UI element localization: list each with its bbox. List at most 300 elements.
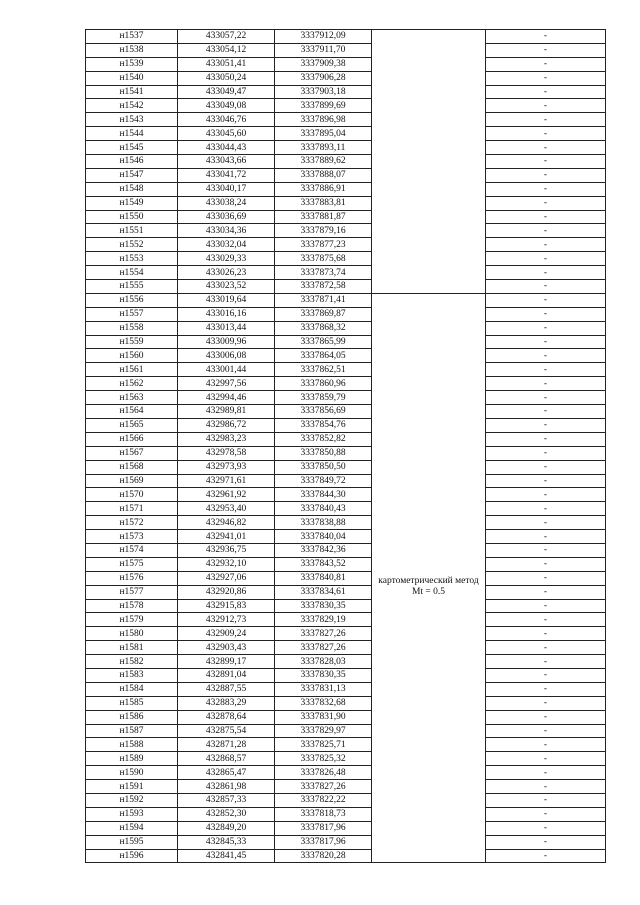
accuracy-cell: - bbox=[486, 127, 606, 141]
point-id-cell: н1555 bbox=[86, 280, 178, 294]
x-coordinate-cell: 433023,52 bbox=[178, 280, 275, 294]
accuracy-cell: - bbox=[486, 655, 606, 669]
table-row bbox=[86, 488, 606, 502]
y-coordinate-cell: 3337873,74 bbox=[275, 266, 372, 280]
y-coordinate-cell: 3337850,50 bbox=[275, 460, 372, 474]
point-id-cell: н1589 bbox=[86, 752, 178, 766]
x-coordinate-cell: 432875,54 bbox=[178, 724, 275, 738]
point-id-cell: н1591 bbox=[86, 780, 178, 794]
table-row bbox=[86, 710, 606, 724]
table-row bbox=[86, 668, 606, 682]
y-coordinate-cell: 3337879,16 bbox=[275, 224, 372, 238]
point-id-cell: н1571 bbox=[86, 502, 178, 516]
accuracy-cell: - bbox=[486, 724, 606, 738]
table-row bbox=[86, 210, 606, 224]
point-id-cell: н1578 bbox=[86, 599, 178, 613]
coordinates-table bbox=[85, 29, 606, 863]
accuracy-cell: - bbox=[486, 599, 606, 613]
point-id-cell: н1586 bbox=[86, 710, 178, 724]
x-coordinate-cell: 432887,55 bbox=[178, 682, 275, 696]
y-coordinate-cell: 3337860,96 bbox=[275, 377, 372, 391]
x-coordinate-cell: 432986,72 bbox=[178, 418, 275, 432]
accuracy-cell: - bbox=[486, 821, 606, 835]
y-coordinate-cell: 3337843,52 bbox=[275, 557, 372, 571]
point-id-cell: н1551 bbox=[86, 224, 178, 238]
table-row bbox=[86, 752, 606, 766]
accuracy-cell: - bbox=[486, 210, 606, 224]
point-id-cell: н1587 bbox=[86, 724, 178, 738]
point-id-cell: н1553 bbox=[86, 252, 178, 266]
x-coordinate-cell: 433051,41 bbox=[178, 57, 275, 71]
x-coordinate-cell: 433013,44 bbox=[178, 321, 275, 335]
table-row bbox=[86, 835, 606, 849]
point-id-cell: н1552 bbox=[86, 238, 178, 252]
x-coordinate-cell: 433032,04 bbox=[178, 238, 275, 252]
x-coordinate-cell: 432953,40 bbox=[178, 502, 275, 516]
table-row bbox=[86, 405, 606, 419]
point-id-cell: н1568 bbox=[86, 460, 178, 474]
accuracy-cell: - bbox=[486, 30, 606, 44]
point-id-cell: н1556 bbox=[86, 293, 178, 307]
table-row bbox=[86, 530, 606, 544]
point-id-cell: н1538 bbox=[86, 43, 178, 57]
point-id-cell: н1577 bbox=[86, 585, 178, 599]
accuracy-cell: - bbox=[486, 307, 606, 321]
accuracy-cell: - bbox=[486, 835, 606, 849]
point-id-cell: н1566 bbox=[86, 432, 178, 446]
accuracy-cell: - bbox=[486, 85, 606, 99]
accuracy-cell: - bbox=[486, 405, 606, 419]
table-row bbox=[86, 252, 606, 266]
accuracy-cell: - bbox=[486, 488, 606, 502]
accuracy-cell: - bbox=[486, 474, 606, 488]
table-row bbox=[86, 363, 606, 377]
table-row bbox=[86, 557, 606, 571]
table-row bbox=[86, 349, 606, 363]
point-id-cell: н1576 bbox=[86, 571, 178, 585]
point-id-cell: н1596 bbox=[86, 849, 178, 863]
x-coordinate-cell: 433001,44 bbox=[178, 363, 275, 377]
x-coordinate-cell: 433029,33 bbox=[178, 252, 275, 266]
y-coordinate-cell: 3337831,90 bbox=[275, 710, 372, 724]
table-row bbox=[86, 224, 606, 238]
accuracy-cell: - bbox=[486, 502, 606, 516]
x-coordinate-cell: 433034,36 bbox=[178, 224, 275, 238]
y-coordinate-cell: 3337817,96 bbox=[275, 821, 372, 835]
table-row bbox=[86, 85, 606, 99]
point-id-cell: н1588 bbox=[86, 738, 178, 752]
point-id-cell: н1592 bbox=[86, 793, 178, 807]
point-id-cell: н1594 bbox=[86, 821, 178, 835]
accuracy-cell: - bbox=[486, 71, 606, 85]
x-coordinate-cell: 433016,16 bbox=[178, 307, 275, 321]
y-coordinate-cell: 3337868,32 bbox=[275, 321, 372, 335]
x-coordinate-cell: 432871,28 bbox=[178, 738, 275, 752]
table-row bbox=[86, 321, 606, 335]
accuracy-cell: - bbox=[486, 571, 606, 585]
x-coordinate-cell: 433049,47 bbox=[178, 85, 275, 99]
point-id-cell: н1595 bbox=[86, 835, 178, 849]
y-coordinate-cell: 3337825,71 bbox=[275, 738, 372, 752]
x-coordinate-cell: 433050,24 bbox=[178, 71, 275, 85]
accuracy-cell: - bbox=[486, 43, 606, 57]
y-coordinate-cell: 3337872,58 bbox=[275, 280, 372, 294]
x-coordinate-cell: 433038,24 bbox=[178, 196, 275, 210]
y-coordinate-cell: 3337881,87 bbox=[275, 210, 372, 224]
y-coordinate-cell: 3337903,18 bbox=[275, 85, 372, 99]
x-coordinate-cell: 432997,56 bbox=[178, 377, 275, 391]
table-row bbox=[86, 391, 606, 405]
point-id-cell: н1563 bbox=[86, 391, 178, 405]
point-id-cell: н1570 bbox=[86, 488, 178, 502]
y-coordinate-cell: 3337854,76 bbox=[275, 418, 372, 432]
table-row bbox=[86, 474, 606, 488]
accuracy-cell: - bbox=[486, 710, 606, 724]
accuracy-cell: - bbox=[486, 585, 606, 599]
accuracy-cell: - bbox=[486, 182, 606, 196]
y-coordinate-cell: 3337883,81 bbox=[275, 196, 372, 210]
x-coordinate-cell: 432849,20 bbox=[178, 821, 275, 835]
y-coordinate-cell: 3337822,22 bbox=[275, 793, 372, 807]
table-row bbox=[86, 543, 606, 557]
y-coordinate-cell: 3337844,30 bbox=[275, 488, 372, 502]
table-row bbox=[86, 293, 606, 307]
table-row bbox=[86, 335, 606, 349]
x-coordinate-cell: 432878,64 bbox=[178, 710, 275, 724]
accuracy-cell: - bbox=[486, 766, 606, 780]
table-row bbox=[86, 460, 606, 474]
point-id-cell: н1539 bbox=[86, 57, 178, 71]
table-row bbox=[86, 238, 606, 252]
coordinates-table-body bbox=[86, 30, 606, 863]
accuracy-cell: - bbox=[486, 418, 606, 432]
y-coordinate-cell: 3337856,69 bbox=[275, 405, 372, 419]
table-row bbox=[86, 113, 606, 127]
accuracy-cell: - bbox=[486, 363, 606, 377]
y-coordinate-cell: 3337909,38 bbox=[275, 57, 372, 71]
accuracy-cell: - bbox=[486, 349, 606, 363]
point-id-cell: н1582 bbox=[86, 655, 178, 669]
table-row bbox=[86, 655, 606, 669]
table-row bbox=[86, 516, 606, 530]
table-row bbox=[86, 307, 606, 321]
accuracy-cell: - bbox=[486, 224, 606, 238]
y-coordinate-cell: 3337865,99 bbox=[275, 335, 372, 349]
y-coordinate-cell: 3337834,61 bbox=[275, 585, 372, 599]
x-coordinate-cell: 433046,76 bbox=[178, 113, 275, 127]
method-cell-empty bbox=[372, 30, 486, 294]
point-id-cell: н1554 bbox=[86, 266, 178, 280]
x-coordinate-cell: 433045,60 bbox=[178, 127, 275, 141]
table-row bbox=[86, 849, 606, 863]
x-coordinate-cell: 432971,61 bbox=[178, 474, 275, 488]
y-coordinate-cell: 3337825,32 bbox=[275, 752, 372, 766]
table-row bbox=[86, 196, 606, 210]
y-coordinate-cell: 3337869,87 bbox=[275, 307, 372, 321]
y-coordinate-cell: 3337862,51 bbox=[275, 363, 372, 377]
x-coordinate-cell: 432936,75 bbox=[178, 543, 275, 557]
y-coordinate-cell: 3337889,62 bbox=[275, 155, 372, 169]
y-coordinate-cell: 3337830,35 bbox=[275, 668, 372, 682]
table-row bbox=[86, 446, 606, 460]
x-coordinate-cell: 432989,81 bbox=[178, 405, 275, 419]
accuracy-cell: - bbox=[486, 57, 606, 71]
point-id-cell: н1590 bbox=[86, 766, 178, 780]
accuracy-cell: - bbox=[486, 557, 606, 571]
point-id-cell: н1546 bbox=[86, 155, 178, 169]
x-coordinate-cell: 432912,73 bbox=[178, 613, 275, 627]
y-coordinate-cell: 3337888,07 bbox=[275, 168, 372, 182]
method-cell: картометрический метод Mt = 0.5 bbox=[372, 293, 486, 863]
accuracy-cell: - bbox=[486, 516, 606, 530]
y-coordinate-cell: 3337849,72 bbox=[275, 474, 372, 488]
table-row bbox=[86, 682, 606, 696]
x-coordinate-cell: 433019,64 bbox=[178, 293, 275, 307]
accuracy-cell: - bbox=[486, 682, 606, 696]
y-coordinate-cell: 3337829,19 bbox=[275, 613, 372, 627]
y-coordinate-cell: 3337827,26 bbox=[275, 641, 372, 655]
table-row bbox=[86, 57, 606, 71]
accuracy-cell: - bbox=[486, 266, 606, 280]
table-row bbox=[86, 168, 606, 182]
x-coordinate-cell: 433054,12 bbox=[178, 43, 275, 57]
x-coordinate-cell: 432983,23 bbox=[178, 432, 275, 446]
x-coordinate-cell: 433057,22 bbox=[178, 30, 275, 44]
table-row bbox=[86, 599, 606, 613]
x-coordinate-cell: 432927,06 bbox=[178, 571, 275, 585]
accuracy-cell: - bbox=[486, 432, 606, 446]
x-coordinate-cell: 432920,86 bbox=[178, 585, 275, 599]
table-row bbox=[86, 155, 606, 169]
table-row bbox=[86, 627, 606, 641]
table-row bbox=[86, 585, 606, 599]
x-coordinate-cell: 432903,43 bbox=[178, 641, 275, 655]
table-row bbox=[86, 266, 606, 280]
x-coordinate-cell: 432857,33 bbox=[178, 793, 275, 807]
point-id-cell: н1541 bbox=[86, 85, 178, 99]
accuracy-cell: - bbox=[486, 391, 606, 405]
x-coordinate-cell: 433040,17 bbox=[178, 182, 275, 196]
x-coordinate-cell: 432973,93 bbox=[178, 460, 275, 474]
x-coordinate-cell: 432899,17 bbox=[178, 655, 275, 669]
point-id-cell: н1549 bbox=[86, 196, 178, 210]
table-row bbox=[86, 766, 606, 780]
y-coordinate-cell: 3337896,98 bbox=[275, 113, 372, 127]
x-coordinate-cell: 432932,10 bbox=[178, 557, 275, 571]
y-coordinate-cell: 3337840,43 bbox=[275, 502, 372, 516]
x-coordinate-cell: 433049,08 bbox=[178, 99, 275, 113]
accuracy-cell: - bbox=[486, 321, 606, 335]
y-coordinate-cell: 3337838,88 bbox=[275, 516, 372, 530]
table-row bbox=[86, 613, 606, 627]
point-id-cell: н1540 bbox=[86, 71, 178, 85]
y-coordinate-cell: 3337859,79 bbox=[275, 391, 372, 405]
table-row bbox=[86, 780, 606, 794]
x-coordinate-cell: 432946,82 bbox=[178, 516, 275, 530]
y-coordinate-cell: 3337842,36 bbox=[275, 543, 372, 557]
table-row bbox=[86, 418, 606, 432]
point-id-cell: н1542 bbox=[86, 99, 178, 113]
point-id-cell: н1560 bbox=[86, 349, 178, 363]
point-id-cell: н1572 bbox=[86, 516, 178, 530]
y-coordinate-cell: 3337893,11 bbox=[275, 141, 372, 155]
x-coordinate-cell: 433044,43 bbox=[178, 141, 275, 155]
x-coordinate-cell: 432845,33 bbox=[178, 835, 275, 849]
y-coordinate-cell: 3337850,88 bbox=[275, 446, 372, 460]
table-row bbox=[86, 71, 606, 85]
x-coordinate-cell: 432852,30 bbox=[178, 807, 275, 821]
accuracy-cell: - bbox=[486, 168, 606, 182]
y-coordinate-cell: 3337875,68 bbox=[275, 252, 372, 266]
point-id-cell: н1550 bbox=[86, 210, 178, 224]
accuracy-cell: - bbox=[486, 280, 606, 294]
point-id-cell: н1584 bbox=[86, 682, 178, 696]
accuracy-cell: - bbox=[486, 780, 606, 794]
table-row bbox=[86, 821, 606, 835]
x-coordinate-cell: 432915,83 bbox=[178, 599, 275, 613]
point-id-cell: н1544 bbox=[86, 127, 178, 141]
table-row bbox=[86, 377, 606, 391]
accuracy-cell: - bbox=[486, 113, 606, 127]
x-coordinate-cell: 433006,08 bbox=[178, 349, 275, 363]
table-row bbox=[86, 738, 606, 752]
x-coordinate-cell: 432891,04 bbox=[178, 668, 275, 682]
accuracy-cell: - bbox=[486, 668, 606, 682]
accuracy-cell: - bbox=[486, 155, 606, 169]
y-coordinate-cell: 3337906,28 bbox=[275, 71, 372, 85]
point-id-cell: н1585 bbox=[86, 696, 178, 710]
accuracy-cell: - bbox=[486, 530, 606, 544]
x-coordinate-cell: 433026,23 bbox=[178, 266, 275, 280]
table-row bbox=[86, 432, 606, 446]
point-id-cell: н1581 bbox=[86, 641, 178, 655]
point-id-cell: н1583 bbox=[86, 668, 178, 682]
table-row bbox=[86, 280, 606, 294]
point-id-cell: н1580 bbox=[86, 627, 178, 641]
point-id-cell: н1543 bbox=[86, 113, 178, 127]
y-coordinate-cell: 3337912,09 bbox=[275, 30, 372, 44]
y-coordinate-cell: 3337832,68 bbox=[275, 696, 372, 710]
y-coordinate-cell: 3337840,81 bbox=[275, 571, 372, 585]
point-id-cell: н1575 bbox=[86, 557, 178, 571]
point-id-cell: н1547 bbox=[86, 168, 178, 182]
x-coordinate-cell: 432941,01 bbox=[178, 530, 275, 544]
table-row bbox=[86, 696, 606, 710]
accuracy-cell: - bbox=[486, 613, 606, 627]
y-coordinate-cell: 3337831,13 bbox=[275, 682, 372, 696]
point-id-cell: н1548 bbox=[86, 182, 178, 196]
y-coordinate-cell: 3337886,91 bbox=[275, 182, 372, 196]
point-id-cell: н1545 bbox=[86, 141, 178, 155]
x-coordinate-cell: 433009,96 bbox=[178, 335, 275, 349]
y-coordinate-cell: 3337911,70 bbox=[275, 43, 372, 57]
accuracy-cell: - bbox=[486, 460, 606, 474]
point-id-cell: н1559 bbox=[86, 335, 178, 349]
x-coordinate-cell: 432978,58 bbox=[178, 446, 275, 460]
point-id-cell: н1562 bbox=[86, 377, 178, 391]
accuracy-cell: - bbox=[486, 543, 606, 557]
table-row bbox=[86, 30, 606, 44]
y-coordinate-cell: 3337871,41 bbox=[275, 293, 372, 307]
table-row bbox=[86, 502, 606, 516]
point-id-cell: н1558 bbox=[86, 321, 178, 335]
table-row bbox=[86, 807, 606, 821]
table-row bbox=[86, 641, 606, 655]
table-row bbox=[86, 793, 606, 807]
x-coordinate-cell: 432868,57 bbox=[178, 752, 275, 766]
accuracy-cell: - bbox=[486, 627, 606, 641]
x-coordinate-cell: 433036,69 bbox=[178, 210, 275, 224]
y-coordinate-cell: 3337828,03 bbox=[275, 655, 372, 669]
accuracy-cell: - bbox=[486, 849, 606, 863]
y-coordinate-cell: 3337840,04 bbox=[275, 530, 372, 544]
table-row bbox=[86, 43, 606, 57]
x-coordinate-cell: 432883,29 bbox=[178, 696, 275, 710]
y-coordinate-cell: 3337818,73 bbox=[275, 807, 372, 821]
x-coordinate-cell: 432994,46 bbox=[178, 391, 275, 405]
accuracy-cell: - bbox=[486, 252, 606, 266]
y-coordinate-cell: 3337877,23 bbox=[275, 238, 372, 252]
point-id-cell: н1565 bbox=[86, 418, 178, 432]
accuracy-cell: - bbox=[486, 293, 606, 307]
y-coordinate-cell: 3337826,48 bbox=[275, 766, 372, 780]
point-id-cell: н1573 bbox=[86, 530, 178, 544]
y-coordinate-cell: 3337895,04 bbox=[275, 127, 372, 141]
y-coordinate-cell: 3337864,05 bbox=[275, 349, 372, 363]
accuracy-cell: - bbox=[486, 793, 606, 807]
y-coordinate-cell: 3337899,69 bbox=[275, 99, 372, 113]
point-id-cell: н1574 bbox=[86, 543, 178, 557]
accuracy-cell: - bbox=[486, 196, 606, 210]
point-id-cell: н1579 bbox=[86, 613, 178, 627]
y-coordinate-cell: 3337852,82 bbox=[275, 432, 372, 446]
x-coordinate-cell: 432861,98 bbox=[178, 780, 275, 794]
y-coordinate-cell: 3337827,26 bbox=[275, 780, 372, 794]
accuracy-cell: - bbox=[486, 377, 606, 391]
point-id-cell: н1557 bbox=[86, 307, 178, 321]
accuracy-cell: - bbox=[486, 141, 606, 155]
x-coordinate-cell: 433043,66 bbox=[178, 155, 275, 169]
accuracy-cell: - bbox=[486, 446, 606, 460]
accuracy-cell: - bbox=[486, 807, 606, 821]
accuracy-cell: - bbox=[486, 238, 606, 252]
x-coordinate-cell: 432961,92 bbox=[178, 488, 275, 502]
y-coordinate-cell: 3337820,28 bbox=[275, 849, 372, 863]
point-id-cell: н1564 bbox=[86, 405, 178, 419]
table-row bbox=[86, 141, 606, 155]
x-coordinate-cell: 433041,72 bbox=[178, 168, 275, 182]
table-row bbox=[86, 571, 606, 585]
table-row bbox=[86, 99, 606, 113]
point-id-cell: н1537 bbox=[86, 30, 178, 44]
table-row bbox=[86, 127, 606, 141]
y-coordinate-cell: 3337829,97 bbox=[275, 724, 372, 738]
accuracy-cell: - bbox=[486, 335, 606, 349]
y-coordinate-cell: 3337830,35 bbox=[275, 599, 372, 613]
x-coordinate-cell: 432841,45 bbox=[178, 849, 275, 863]
y-coordinate-cell: 3337827,26 bbox=[275, 627, 372, 641]
point-id-cell: н1561 bbox=[86, 363, 178, 377]
accuracy-cell: - bbox=[486, 696, 606, 710]
table-row bbox=[86, 724, 606, 738]
x-coordinate-cell: 432865,47 bbox=[178, 766, 275, 780]
point-id-cell: н1567 bbox=[86, 446, 178, 460]
y-coordinate-cell: 3337817,96 bbox=[275, 835, 372, 849]
accuracy-cell: - bbox=[486, 752, 606, 766]
table-row bbox=[86, 182, 606, 196]
accuracy-cell: - bbox=[486, 738, 606, 752]
point-id-cell: н1593 bbox=[86, 807, 178, 821]
